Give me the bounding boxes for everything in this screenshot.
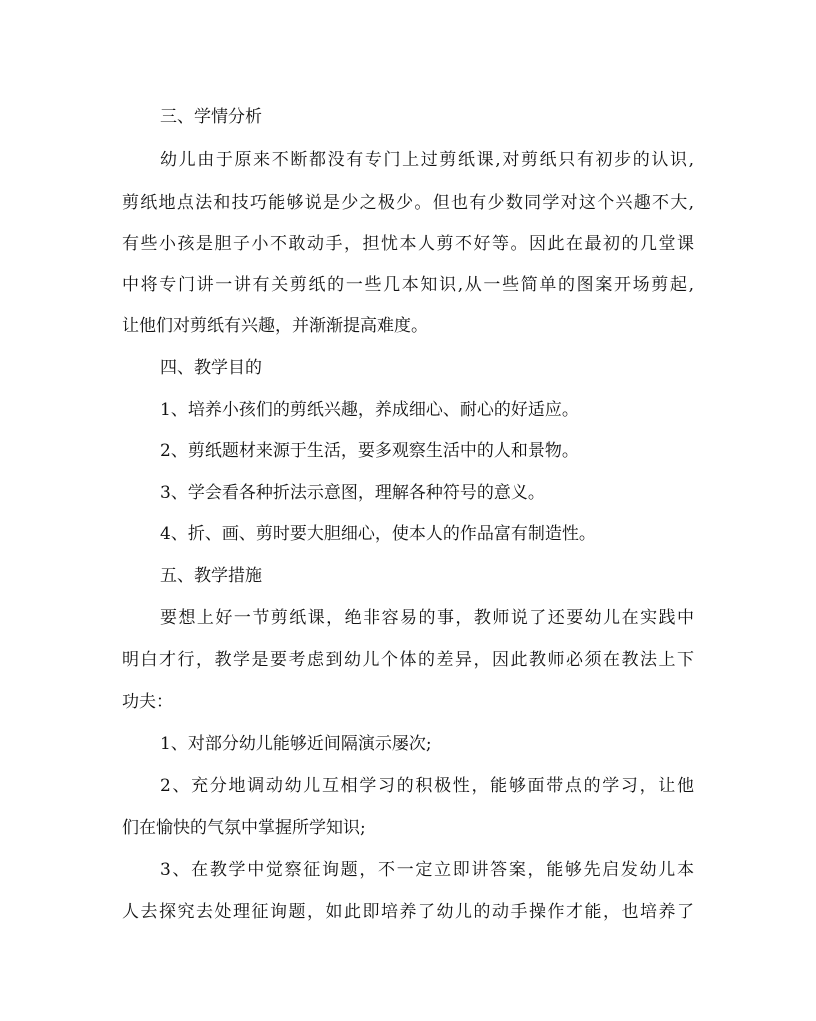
paragraph-line: 有些小孩是胆子小不敢动手，担忧本人剪不好等。因此在最初的几堂课 — [122, 234, 694, 254]
paragraph-line: 幼儿由于原来不断都没有专门上过剪纸课,对剪纸只有初步的认识, — [160, 150, 694, 170]
paragraph-line: 明白才行，教学是要考虑到幼儿个体的差异，因此教师必须在教法上下 — [122, 650, 694, 670]
section-heading-teaching-measures: 五、教学措施 — [160, 566, 262, 586]
goal-item: 1、培养小孩们的剪纸兴趣，养成细心、耐心的好适应。 — [160, 400, 579, 420]
paragraph-line: 要想上好一节剪纸课，绝非容易的事，教师说了还要幼儿在实践中 — [160, 608, 694, 628]
section-heading-learning-analysis: 三、学情分析 — [160, 107, 262, 127]
goal-item: 4、折、画、剪时要大胆细心，使本人的作品富有制造性。 — [160, 524, 596, 544]
paragraph-line: 功夫： — [122, 692, 173, 712]
section-heading-teaching-goals: 四、教学目的 — [160, 358, 262, 378]
paragraph-line: 让他们对剪纸有兴趣，并渐渐提高难度。 — [122, 316, 428, 336]
measure-item: 2、充分地调动幼儿互相学习的积极性，能够面带点的学习，让他 — [160, 776, 694, 796]
paragraph-line: 剪纸地点法和技巧能够说是少之极少。但也有少数同学对这个兴趣不大, — [122, 193, 694, 213]
paragraph-line: 中将专门讲一讲有关剪纸的一些几本知识,从一些简单的图案开场剪起, — [122, 275, 694, 295]
goal-item: 2、剪纸题材来源于生活，要多观察生活中的人和景物。 — [160, 441, 579, 461]
goal-item: 3、学会看各种折法示意图，理解各种符号的意义。 — [160, 483, 545, 503]
paragraph-line: 人去探究去处理征询题，如此即培养了幼儿的动手操作才能，也培养了 — [122, 902, 694, 922]
measure-item: 1、对部分幼儿能够近间隔演示屡次; — [160, 734, 432, 754]
paragraph-line: 们在愉快的气氛中掌握所学知识; — [122, 818, 366, 838]
measure-item: 3、在教学中觉察征询题，不一定立即讲答案，能够先启发幼儿本 — [160, 860, 694, 880]
